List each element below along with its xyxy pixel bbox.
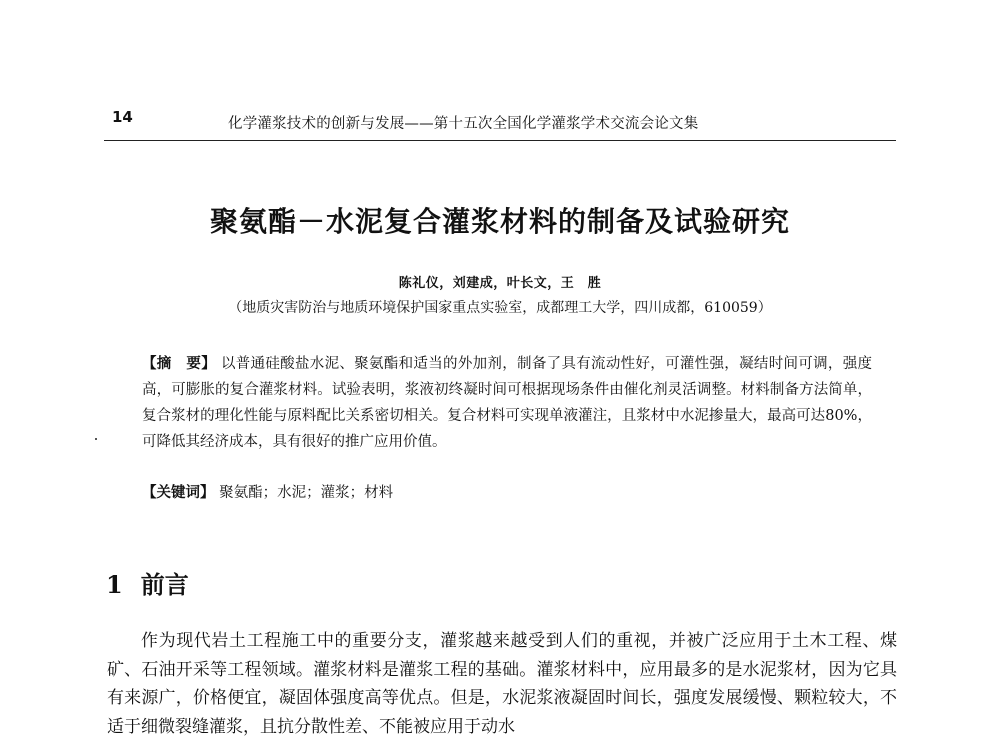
abstract-label: 【摘 要】 [142,356,217,372]
margin-mark [95,438,97,440]
section-heading [106,565,189,600]
section-number: 1 [106,570,123,599]
abstract [142,351,872,455]
body-paragraph: 作为现代岩土工程施工中的重要分支，灌浆越来越受到人们的重视，并被广泛应用于土木工程、煤矿、石油开采等工程领域。灌浆材料是灌浆工程的基础。灌浆材料中，应用最多的是水泥浆材，因为它具有来源广，价格便宜，凝固体强度高等优点。但是，水泥浆液凝固时间长，强度发展缓慢、颗粒较大，不适于细微裂缝灌浆，且抗分散性差、不能被应用于动水 [107,631,897,738]
abstract-text: 以普通硅酸盐水泥、聚氨酯和适当的外加剂，制备了具有流动性好，可灌性强，凝结时间可调，强度高，可膨胀的复合灌浆材料。试验表明，浆液初终凝时间可根据现场条件由催化剂灵活调整。材料制备方法简单，复合浆材的理化性能与原料配比关系密切相关。复合材料可实现单液灌注，且浆材中水泥掺量大，最高可达80%，可降低其经济成本，具有很好的推广应用价值。 [142,356,873,450]
running-header: 化学灌浆技术的创新与发展——第十五次全国化学灌浆学术交流会论文集 [228,116,699,132]
keywords-text: 聚氨酯；水泥；灌浆；材料 [219,485,394,501]
keywords [142,481,872,502]
paper-authors: 陈礼仪，刘建成，叶长文，王 胜 [398,276,602,291]
paper-title: 聚氨酯－水泥复合灌浆材料的制备及试验研究 [209,205,790,238]
keywords-label: 【关键词】 [142,485,215,501]
page-number: 14 [112,108,133,126]
header-rule [104,140,896,141]
section-title: 前言 [140,570,189,599]
paper-affiliation: （地质灾害防治与地质环境保护国家重点实验室，成都理工大学，四川成都，610059） [228,300,772,316]
